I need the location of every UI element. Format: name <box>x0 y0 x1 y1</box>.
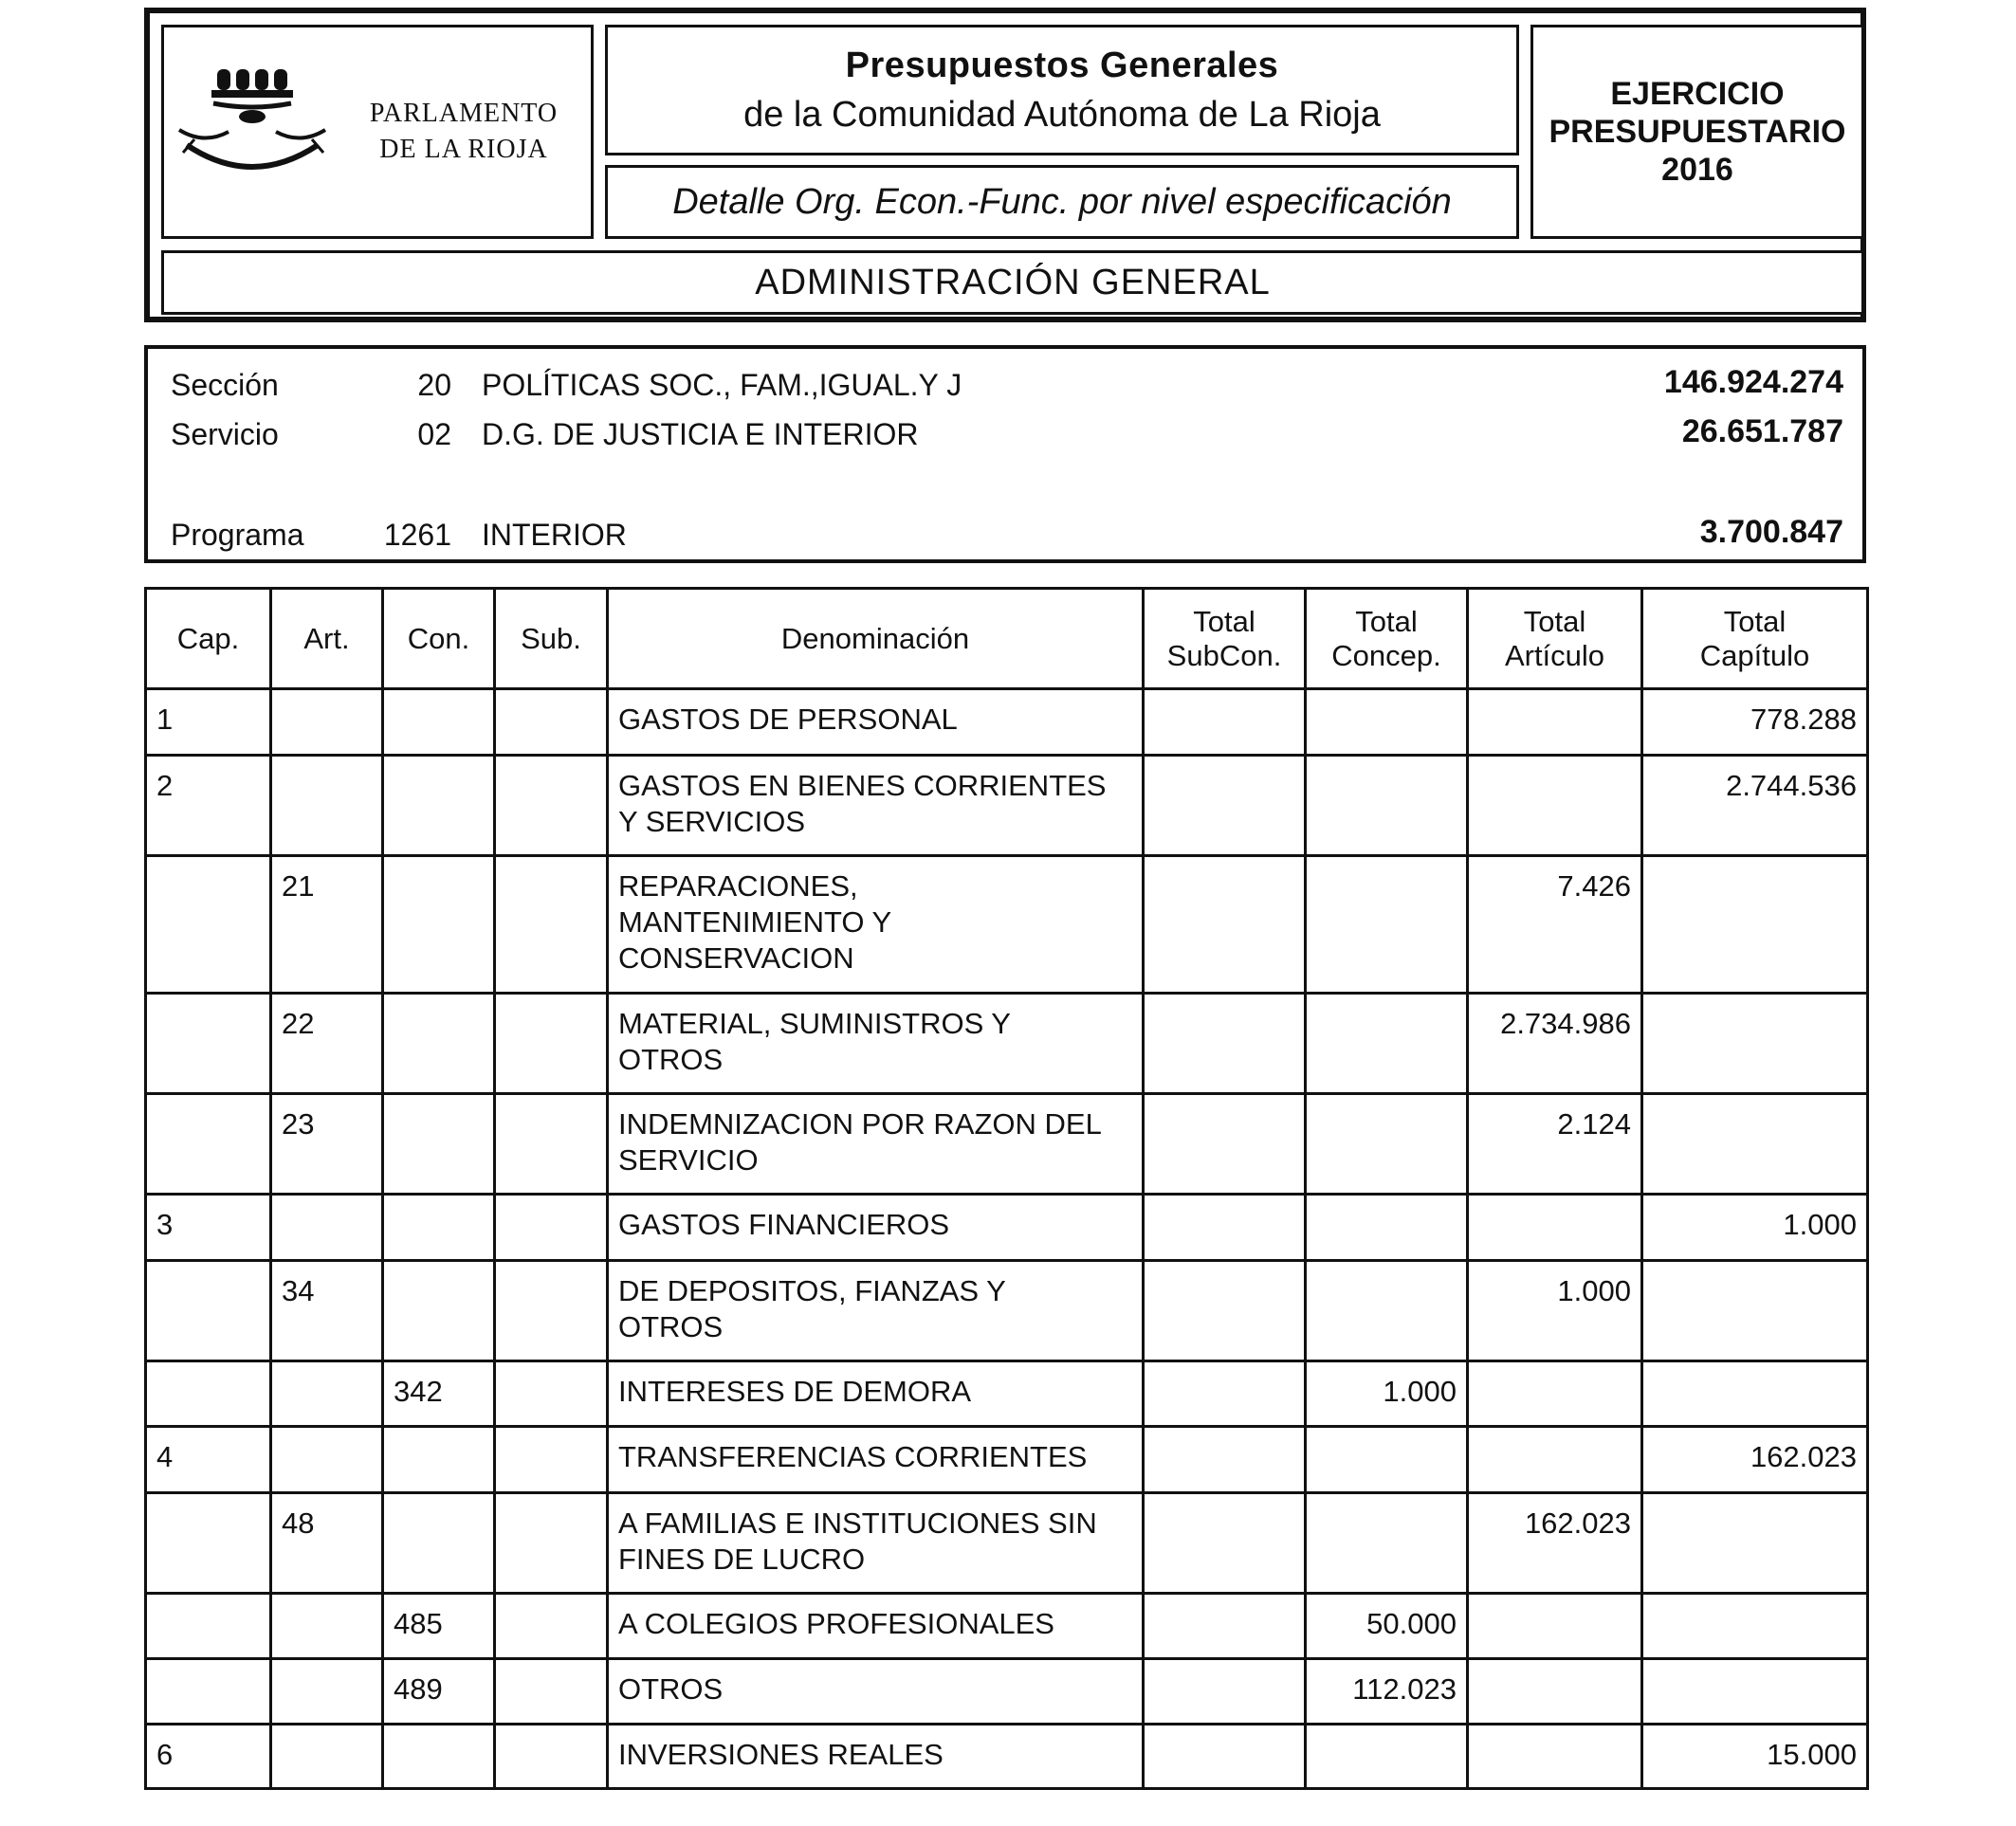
cell-total-capitulo: 778.288 <box>1642 689 1868 756</box>
servicio-amount: 26.651.787 <box>1681 413 1843 449</box>
cell-sub <box>495 1725 608 1789</box>
seccion-amount: 146.924.274 <box>1663 364 1843 400</box>
cell-total-capitulo <box>1642 1361 1868 1427</box>
table-row <box>146 994 1868 1094</box>
table-header-row <box>146 589 1868 689</box>
programa-code: 1261 <box>383 518 451 552</box>
section-info <box>144 345 1866 563</box>
cell-art: 21 <box>271 856 383 994</box>
header-total-concep <box>1306 589 1468 689</box>
cell-con <box>383 856 495 994</box>
title-line2: de la Comunidad Autónoma de La Rioja <box>743 95 1381 135</box>
cell-cap <box>146 1361 271 1427</box>
subtitle-box <box>605 165 1519 239</box>
table-row <box>146 1261 1868 1361</box>
cell-denominacion-line2: FINES DE LUCRO <box>618 1543 866 1576</box>
year-line2: PRESUPUESTARIO <box>1549 114 1846 150</box>
header-total-articulo <box>1468 589 1642 689</box>
cell-total-concep: 50.000 <box>1306 1594 1468 1659</box>
header-total-articulo-line1: Total <box>1523 604 1586 638</box>
cell-total-capitulo <box>1642 994 1868 1094</box>
seccion-name: POLÍTICAS SOC., FAM.,IGUAL.Y J <box>482 368 962 402</box>
header-total-subcon-line1: Total <box>1193 604 1255 638</box>
cell-total-concep <box>1306 1725 1468 1789</box>
seccion-code: 20 <box>417 368 451 402</box>
cell-denominacion-line2: OTROS <box>618 1310 724 1343</box>
header-total-concep-line1: Total <box>1355 604 1418 638</box>
cell-con <box>383 994 495 1094</box>
servicio-code: 02 <box>417 417 451 451</box>
cell-sub <box>495 1594 608 1659</box>
cell-cap: 3 <box>146 1195 271 1261</box>
cell-cap: 4 <box>146 1427 271 1493</box>
cell-cap <box>146 856 271 994</box>
cell-total-concep <box>1306 756 1468 856</box>
cell-cap: 6 <box>146 1725 271 1789</box>
table-row <box>146 1094 1868 1195</box>
cell-denominacion <box>608 756 1144 856</box>
seccion-label: Sección <box>171 368 279 402</box>
cell-sub <box>495 1094 608 1195</box>
table-row <box>146 1659 1868 1725</box>
cell-denominacion-line1: DE DEPOSITOS, FIANZAS Y <box>618 1274 1006 1307</box>
header-total-capitulo <box>1642 589 1868 689</box>
logo-text <box>350 96 577 168</box>
cell-art: 34 <box>271 1261 383 1361</box>
cell-total-articulo <box>1468 1594 1642 1659</box>
logo-text-line1: PARLAMENTO <box>369 99 559 128</box>
cell-con <box>383 1725 495 1789</box>
header-total-articulo-line2: Artículo <box>1504 638 1605 672</box>
cell-art <box>271 1361 383 1427</box>
cell-sub <box>495 1261 608 1361</box>
cell-total-capitulo <box>1642 1261 1868 1361</box>
cell-sub <box>495 1493 608 1594</box>
programa-name: INTERIOR <box>482 518 627 552</box>
header-con: Con. <box>383 589 495 689</box>
table-row <box>146 1195 1868 1261</box>
cell-denominacion: OTROS <box>608 1659 1144 1725</box>
table-row <box>146 1361 1868 1427</box>
cell-art <box>271 1195 383 1261</box>
seccion-row <box>148 362 1862 406</box>
cell-sub <box>495 856 608 994</box>
cell-total-concep <box>1306 1493 1468 1594</box>
cell-total-articulo <box>1468 1659 1642 1725</box>
header-cap: Cap. <box>146 589 271 689</box>
cell-denominacion-line3: CONSERVACION <box>618 941 854 975</box>
cell-total-capitulo <box>1642 856 1868 994</box>
cell-con <box>383 1493 495 1594</box>
cell-denominacion-line2: OTROS <box>618 1043 724 1076</box>
subtitle: Detalle Org. Econ.-Func. por nivel especificación <box>672 181 1452 222</box>
cell-con: 485 <box>383 1594 495 1659</box>
cell-cap: 2 <box>146 756 271 856</box>
cell-total-subcon <box>1144 1725 1306 1789</box>
cell-denominacion-line2: MANTENIMIENTO Y <box>618 905 892 939</box>
cell-total-concep <box>1306 1094 1468 1195</box>
cell-total-capitulo <box>1642 1094 1868 1195</box>
cell-sub <box>495 756 608 856</box>
cell-total-articulo: 2.734.986 <box>1468 994 1642 1094</box>
logo-text-line2: DE LA RIOJA <box>379 135 548 164</box>
cell-cap <box>146 1659 271 1725</box>
cell-con <box>383 1427 495 1493</box>
header-total-capitulo-line1: Total <box>1723 604 1787 638</box>
cell-sub <box>495 689 608 756</box>
cell-total-concep <box>1306 994 1468 1094</box>
cell-denominacion: TRANSFERENCIAS CORRIENTES <box>608 1427 1144 1493</box>
cell-denominacion-line1: MATERIAL, SUMINISTROS Y <box>618 1007 1011 1040</box>
table-row <box>146 689 1868 756</box>
year-line1: EJERCICIO <box>1610 76 1785 112</box>
logo-box <box>161 25 594 239</box>
parliament-logo-icon <box>175 65 346 179</box>
cell-art: 48 <box>271 1493 383 1594</box>
document-header <box>144 8 1866 322</box>
cell-total-concep <box>1306 856 1468 994</box>
cell-sub <box>495 1427 608 1493</box>
cell-denominacion-line1: REPARACIONES, <box>618 869 858 903</box>
cell-art <box>271 1594 383 1659</box>
cell-total-capitulo: 162.023 <box>1642 1427 1868 1493</box>
cell-total-articulo <box>1468 1361 1642 1427</box>
cell-denominacion <box>608 856 1144 994</box>
admin-box <box>161 250 1864 315</box>
cell-denominacion: A COLEGIOS PROFESIONALES <box>608 1594 1144 1659</box>
cell-denominacion-line1: GASTOS EN BIENES CORRIENTES <box>618 769 1107 802</box>
cell-denominacion-line1: A FAMILIAS E INSTITUCIONES SIN <box>618 1506 1097 1540</box>
year-box <box>1530 25 1864 239</box>
cell-denominacion-line2: Y SERVICIOS <box>618 805 805 838</box>
cell-denominacion <box>608 994 1144 1094</box>
cell-total-concep: 112.023 <box>1306 1659 1468 1725</box>
table-row <box>146 1725 1868 1789</box>
cell-art <box>271 1427 383 1493</box>
cell-sub <box>495 1361 608 1427</box>
cell-total-subcon <box>1144 1261 1306 1361</box>
cell-cap <box>146 1261 271 1361</box>
cell-total-articulo: 2.124 <box>1468 1094 1642 1195</box>
header-total-subcon <box>1144 589 1306 689</box>
cell-total-articulo: 7.426 <box>1468 856 1642 994</box>
cell-total-capitulo <box>1642 1594 1868 1659</box>
cell-total-subcon <box>1144 856 1306 994</box>
cell-denominacion <box>608 1094 1144 1195</box>
cell-cap <box>146 1094 271 1195</box>
cell-total-articulo <box>1468 1725 1642 1789</box>
cell-sub <box>495 994 608 1094</box>
programa-amount: 3.700.847 <box>1699 514 1843 550</box>
admin-title: ADMINISTRACIÓN GENERAL <box>755 262 1271 302</box>
title-line1: Presupuestos Generales <box>845 46 1279 85</box>
cell-art <box>271 756 383 856</box>
cell-cap <box>146 1493 271 1594</box>
cell-cap: 1 <box>146 689 271 756</box>
cell-con <box>383 1195 495 1261</box>
table-row <box>146 856 1868 994</box>
cell-art: 23 <box>271 1094 383 1195</box>
year-value: 2016 <box>1661 152 1733 188</box>
cell-art <box>271 1659 383 1725</box>
table-row <box>146 1493 1868 1594</box>
cell-total-articulo: 162.023 <box>1468 1493 1642 1594</box>
header-total-capitulo-line2: Capítulo <box>1699 638 1810 672</box>
cell-total-subcon <box>1144 1594 1306 1659</box>
cell-art: 22 <box>271 994 383 1094</box>
cell-denominacion: GASTOS FINANCIEROS <box>608 1195 1144 1261</box>
programa-row <box>148 512 1862 556</box>
servicio-row <box>148 411 1862 455</box>
table-row <box>146 1427 1868 1493</box>
cell-total-capitulo: 1.000 <box>1642 1195 1868 1261</box>
cell-total-subcon <box>1144 1361 1306 1427</box>
cell-total-articulo: 1.000 <box>1468 1261 1642 1361</box>
cell-con: 489 <box>383 1659 495 1725</box>
cell-total-subcon <box>1144 1659 1306 1725</box>
header-sub: Sub. <box>495 589 608 689</box>
header-art: Art. <box>271 589 383 689</box>
title-box <box>605 25 1519 155</box>
cell-total-subcon <box>1144 994 1306 1094</box>
cell-total-articulo <box>1468 689 1642 756</box>
cell-total-concep <box>1306 689 1468 756</box>
table-row <box>146 1594 1868 1659</box>
cell-denominacion <box>608 1261 1144 1361</box>
cell-total-capitulo <box>1642 1659 1868 1725</box>
cell-sub <box>495 1195 608 1261</box>
cell-denominacion <box>608 1493 1144 1594</box>
cell-total-articulo <box>1468 1427 1642 1493</box>
cell-con: 342 <box>383 1361 495 1427</box>
cell-total-capitulo: 2.744.536 <box>1642 756 1868 856</box>
cell-cap <box>146 994 271 1094</box>
cell-con <box>383 1261 495 1361</box>
cell-art <box>271 1725 383 1789</box>
cell-total-subcon <box>1144 1427 1306 1493</box>
programa-label: Programa <box>171 518 304 552</box>
cell-total-concep: 1.000 <box>1306 1361 1468 1427</box>
cell-denominacion: INTERESES DE DEMORA <box>608 1361 1144 1427</box>
header-denominacion: Denominación <box>608 589 1144 689</box>
cell-total-subcon <box>1144 1493 1306 1594</box>
cell-denominacion: INVERSIONES REALES <box>608 1725 1144 1789</box>
header-total-concep-line2: Concep. <box>1331 638 1441 672</box>
cell-con <box>383 756 495 856</box>
cell-cap <box>146 1594 271 1659</box>
servicio-label: Servicio <box>171 417 279 451</box>
servicio-name: D.G. DE JUSTICIA E INTERIOR <box>482 417 919 451</box>
cell-total-subcon <box>1144 1094 1306 1195</box>
cell-total-subcon <box>1144 1195 1306 1261</box>
cell-denominacion-line1: INDEMNIZACION POR RAZON DEL <box>618 1107 1102 1141</box>
cell-denominacion: GASTOS DE PERSONAL <box>608 689 1144 756</box>
cell-total-subcon <box>1144 756 1306 856</box>
header-total-subcon-line2: SubCon. <box>1166 638 1282 672</box>
table-row <box>146 756 1868 856</box>
cell-con <box>383 1094 495 1195</box>
cell-art <box>271 689 383 756</box>
cell-total-articulo <box>1468 1195 1642 1261</box>
cell-con <box>383 689 495 756</box>
cell-total-concep <box>1306 1261 1468 1361</box>
cell-total-subcon <box>1144 689 1306 756</box>
cell-total-articulo <box>1468 756 1642 856</box>
cell-denominacion-line2: SERVICIO <box>618 1143 759 1177</box>
cell-total-capitulo <box>1642 1493 1868 1594</box>
cell-total-capitulo: 15.000 <box>1642 1725 1868 1789</box>
budget-table <box>144 587 1869 1790</box>
cell-total-concep <box>1306 1195 1468 1261</box>
cell-total-concep <box>1306 1427 1468 1493</box>
cell-sub <box>495 1659 608 1725</box>
